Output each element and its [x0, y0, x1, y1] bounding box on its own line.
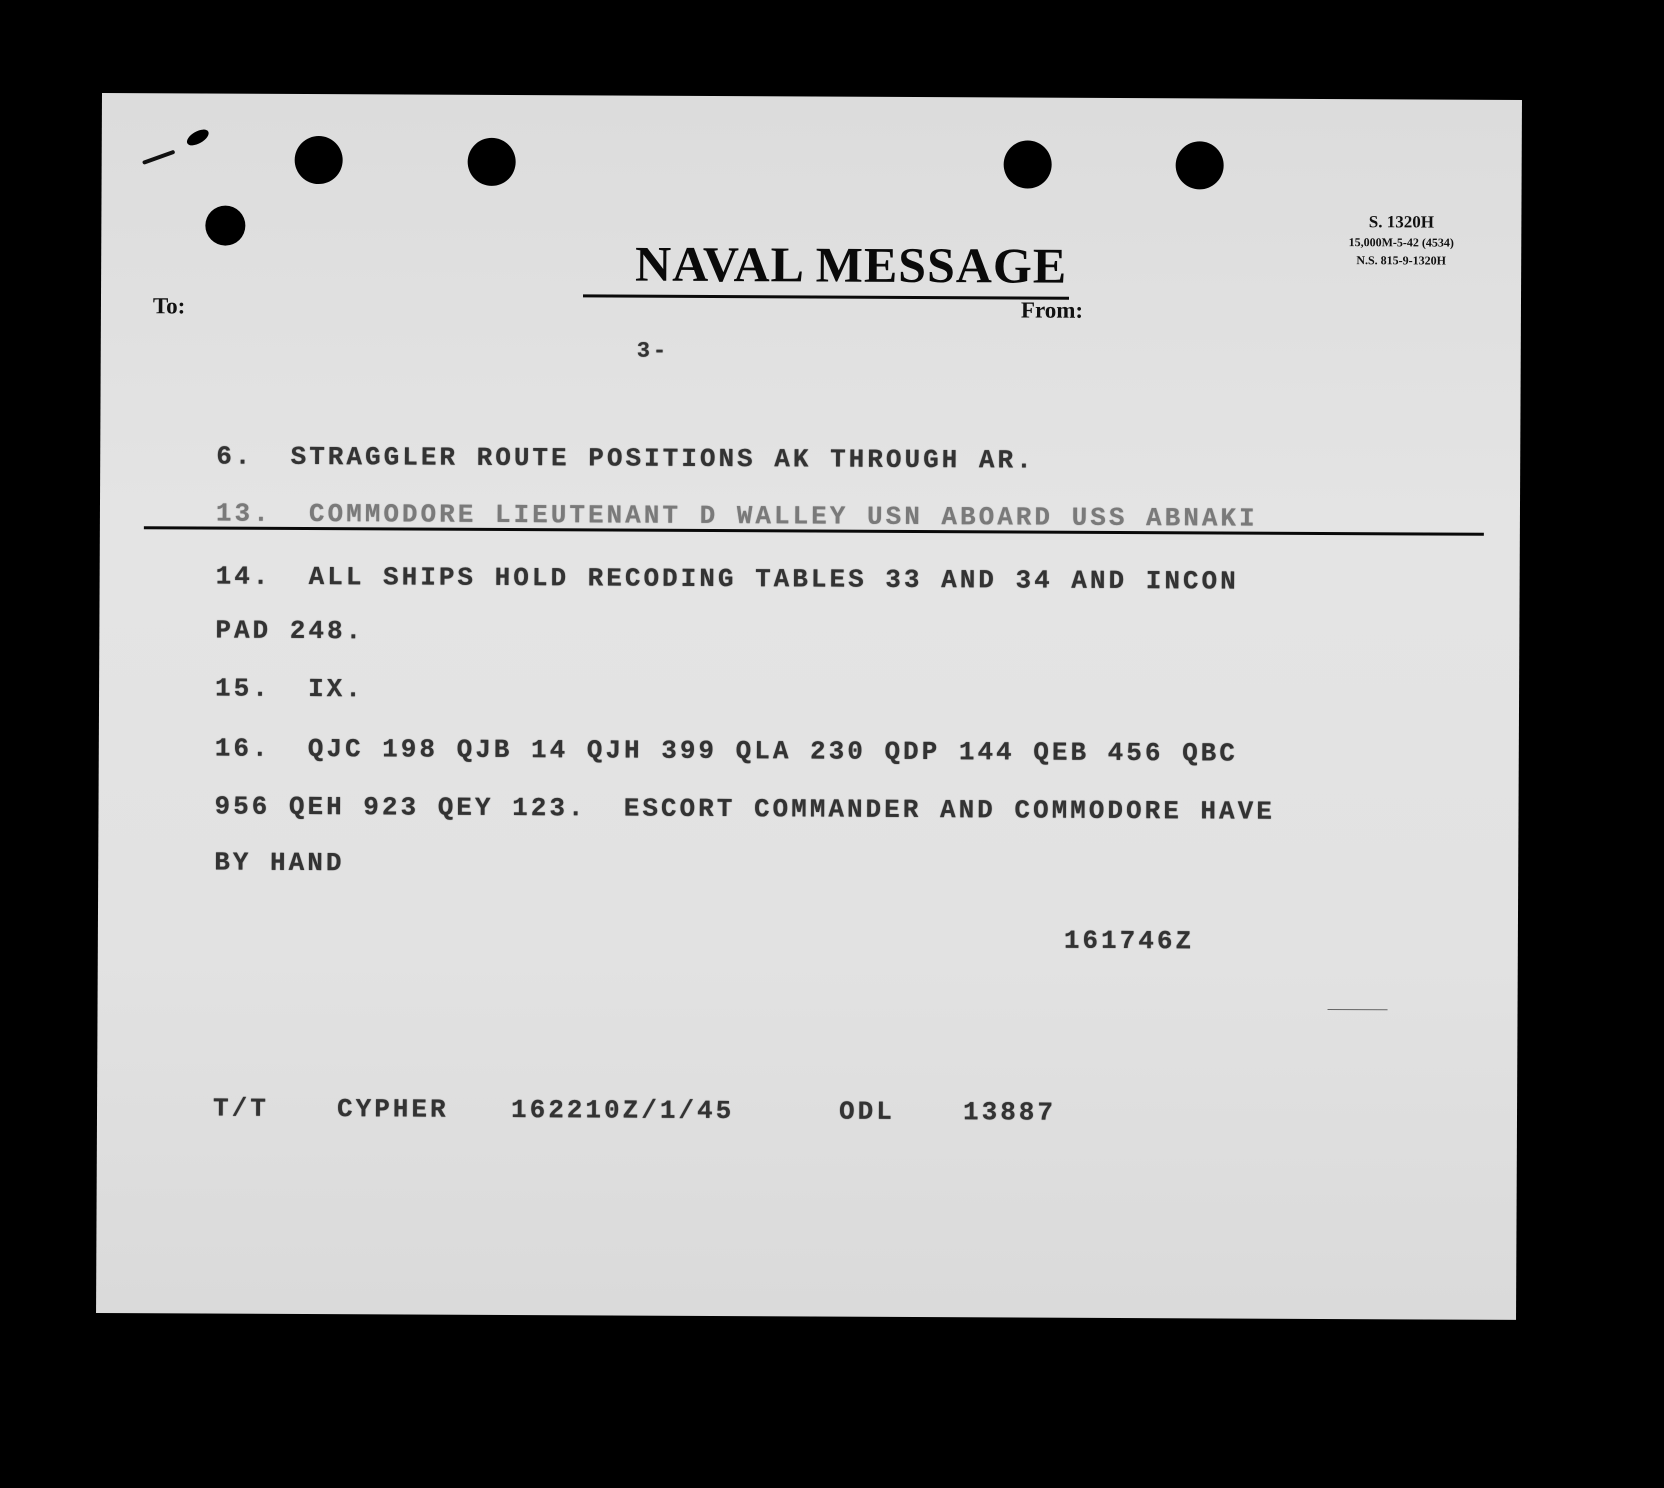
- form-code-block: [1286, 211, 1516, 270]
- to-label: To:: [152, 293, 186, 319]
- message-line: 6. STRAGGLER ROUTE POSITIONS AK THROUGH AR.: [216, 441, 1035, 476]
- page-marker: 3-: [636, 338, 670, 364]
- message-line: 15. IX.: [215, 673, 364, 705]
- page-title: NAVAL MESSAGE: [634, 235, 1068, 294]
- form-ns-number: N.S. 815-9-1320H: [1356, 253, 1447, 268]
- footer-time-ref: 162210Z/1/45: [510, 1095, 735, 1127]
- dash-mark: [1328, 1009, 1388, 1010]
- ink-blot: [184, 126, 211, 148]
- footer-method: CYPHER: [336, 1094, 449, 1125]
- punch-hole: [468, 138, 516, 186]
- message-line: 956 QEH 923 QEY 123. ESCORT COMMANDER AND COMMODORE HAVE: [214, 791, 1275, 827]
- message-line: BY HAND: [214, 847, 345, 879]
- message-line: 14. ALL SHIPS HOLD RECODING TABLES 33 AND 34 AND INCON: [215, 561, 1239, 597]
- ink-mark: [142, 150, 175, 165]
- footer-serial: 13887: [962, 1097, 1057, 1128]
- form-print-run: 15,000M-5-42 (4534): [1348, 235, 1454, 250]
- message-line: 16. QJC 198 QJB 14 QJH 399 QLA 230 QDP 144 QEB 456 QBC: [214, 733, 1238, 769]
- ink-blot: [205, 206, 245, 246]
- message-form: [96, 93, 1522, 1320]
- message-line: 13. COMMODORE LIEUTENANT D WALLEY USN ABOARD USS ABNAKI: [215, 498, 1258, 534]
- datetime-group: 161746Z: [1063, 925, 1195, 957]
- punch-hole: [1004, 140, 1052, 188]
- punch-hole: [1176, 141, 1224, 189]
- from-label: From:: [1020, 297, 1084, 323]
- footer-system: T/T: [212, 1093, 269, 1124]
- punch-hole: [295, 136, 343, 184]
- form-code: S. 1320H: [1368, 212, 1435, 232]
- footer-station: ODL: [838, 1096, 895, 1127]
- message-line: PAD 248.: [215, 615, 365, 647]
